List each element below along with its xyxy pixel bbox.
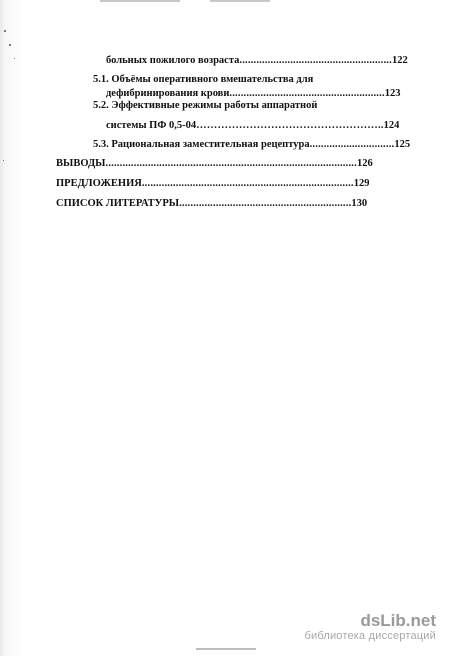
scan-edge-shadow xyxy=(0,0,22,656)
scan-speck xyxy=(9,44,11,46)
scan-speck xyxy=(14,58,15,59)
toc-entry: дефибринирования крови.......................................................123 xyxy=(106,88,401,99)
toc-section: ВЫВОДЫ.........................................................................................126 xyxy=(56,158,373,169)
scan-speck xyxy=(4,30,6,32)
toc-entry: системы ПФ 0,5-04……………………………………………..124 xyxy=(106,120,400,131)
scan-bottom-mark xyxy=(196,648,256,650)
toc-section: СПИСОК ЛИТЕРАТУРЫ.............................................................130 xyxy=(56,198,368,209)
scan-speck xyxy=(3,160,4,161)
watermark-logo: dsLib.net xyxy=(360,611,436,630)
scan-top-mark xyxy=(100,0,180,2)
watermark-subtitle: библиотека диссертаций xyxy=(304,630,436,642)
toc-entry: 5.2. Эффективные режимы работы аппаратной xyxy=(93,100,318,111)
toc-section: ПРЕДЛОЖЕНИЯ...........................................................................129 xyxy=(56,178,370,189)
watermark xyxy=(304,612,436,643)
toc-entry: 5.3. Рациональная заместительная рецептура..............................125 xyxy=(93,139,411,150)
scan-top-mark xyxy=(210,0,270,2)
toc-entry: больных пожилого возраста......................................................122 xyxy=(106,55,408,66)
toc-entry: 5.1. Объёмы оперативного вмешательства для xyxy=(93,74,314,85)
